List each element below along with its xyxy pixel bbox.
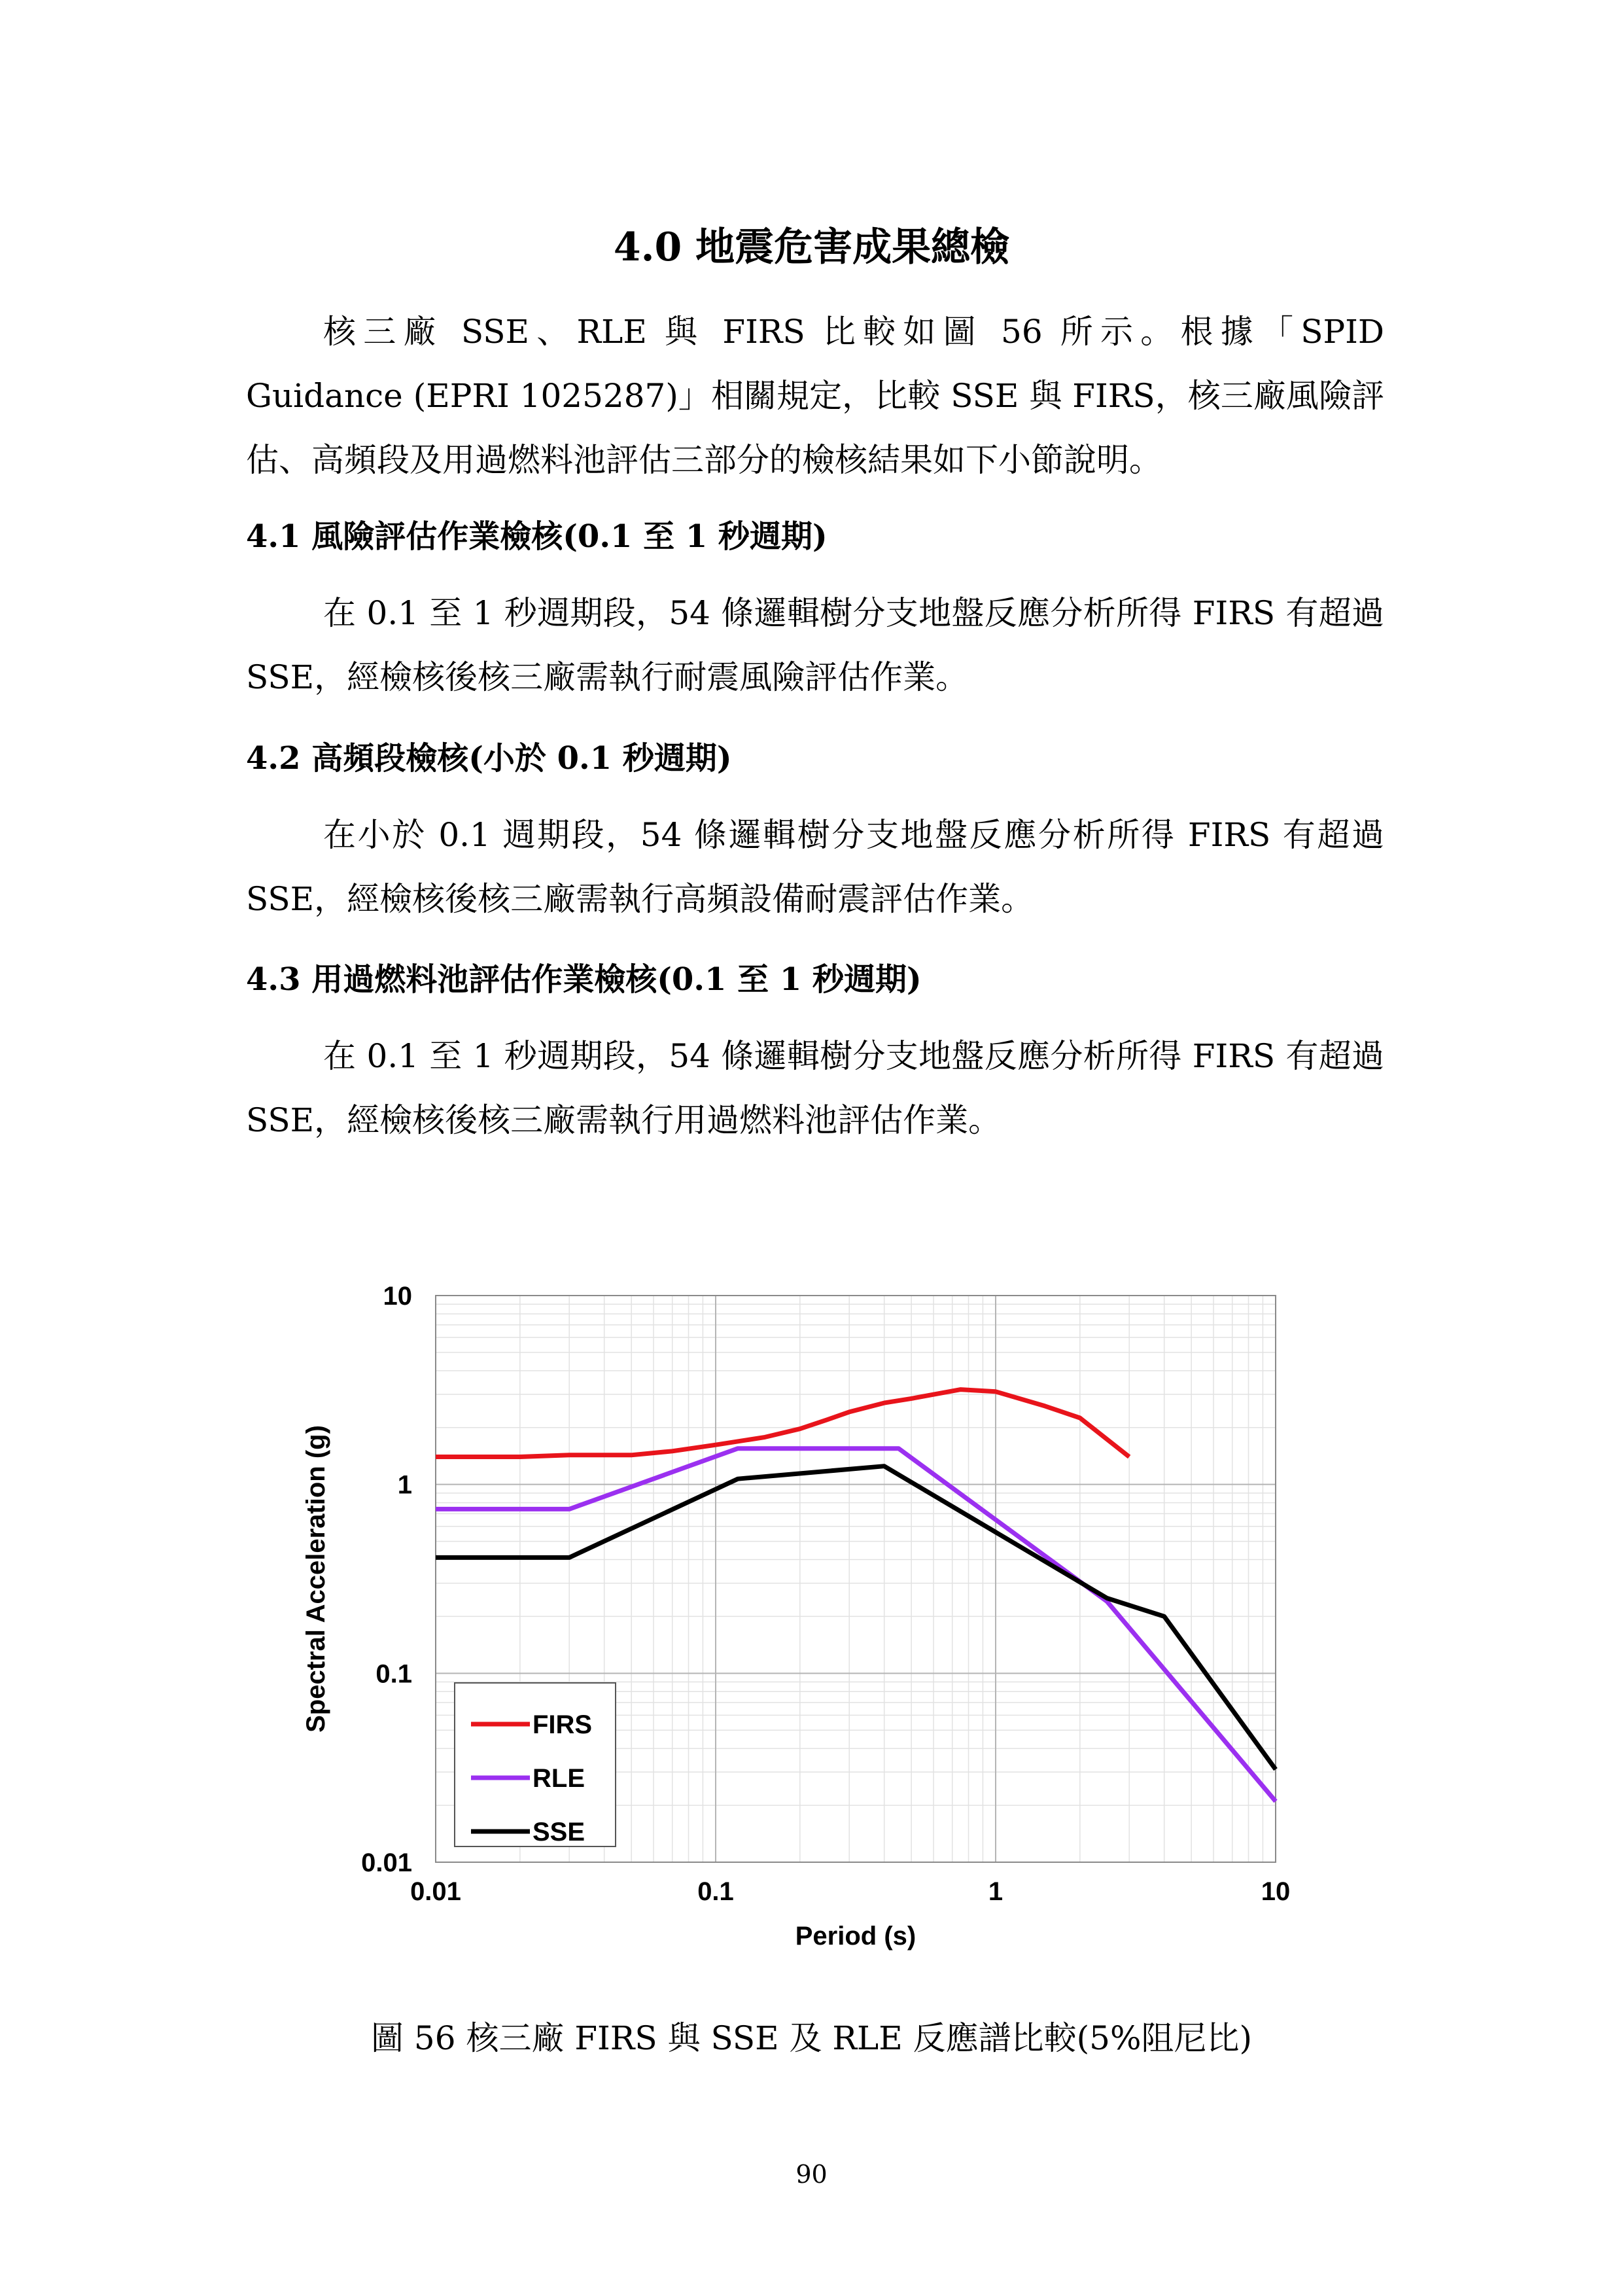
y-tick-labels	[361, 1282, 412, 1877]
y-tick-label: 10	[383, 1282, 412, 1311]
x-axis-label: Period (s)	[795, 1922, 916, 1951]
y-tick-label: 1	[397, 1470, 412, 1500]
y-tick-label: 0.01	[361, 1848, 412, 1877]
paragraph-4-2: 在小於 0.1 週期段，54 條邏輯樹分支地盤反應分析所得 FIRS 有超過 SSE，經檢核後核三廠需執行高頻設備耐震評估作業。	[246, 816, 1384, 918]
chart-svg	[288, 1263, 1308, 1983]
legend-label-firs: FIRS	[532, 1710, 593, 1739]
y-tick-label: 0.1	[375, 1659, 412, 1689]
section-title: 4.0 地震危害成果總檢	[613, 224, 1010, 270]
page-number: 90	[795, 2160, 828, 2189]
paragraph-4-3: 在 0.1 至 1 秒週期段，54 條邏輯樹分支地盤反應分析所得 FIRS 有超過 SSE，經檢核後核三廠需執行用過燃料池評估作業。	[246, 1037, 1384, 1139]
intro-paragraph: 核三廠 SSE、RLE 與 FIRS 比較如圖 56 所示。根據「SPID Guidance (EPRI 1025287)」相關規定，比較 SSE 與 FIRS，核三廠風險評估、高頻段及用過燃料池評估三部分的檢核結果如下小節說明。	[246, 313, 1384, 479]
subsection-heading-4-2: 4.2 高頻段檢核(小於 0.1 秒週期)	[246, 740, 732, 777]
legend-label-sse: SSE	[532, 1818, 585, 1846]
subsection-heading-4-3: 4.3 用過燃料池評估作業檢核(0.1 至 1 秒週期)	[246, 961, 922, 998]
legend	[455, 1683, 616, 1846]
legend-label-rle: RLE	[532, 1764, 585, 1793]
response-spectrum-chart	[288, 1263, 1308, 1983]
x-tick-labels	[410, 1877, 1290, 1906]
paragraph-4-1: 在 0.1 至 1 秒週期段，54 條邏輯樹分支地盤反應分析所得 FIRS 有超過 SSE，經檢核後核三廠需執行耐震風險評估作業。	[246, 594, 1384, 696]
y-axis-label: Spectral Acceleration (g)	[302, 1425, 330, 1733]
x-tick-label: 0.01	[410, 1877, 461, 1906]
subsection-heading-4-1: 4.1 風險評估作業檢核(0.1 至 1 秒週期)	[246, 518, 828, 555]
x-tick-label: 1	[988, 1877, 1003, 1906]
x-tick-label: 10	[1261, 1877, 1291, 1906]
figure-caption: 圖 56 核三廠 FIRS 與 SSE 及 RLE 反應譜比較(5%阻尼比)	[371, 2019, 1252, 2057]
x-tick-label: 0.1	[697, 1877, 734, 1906]
